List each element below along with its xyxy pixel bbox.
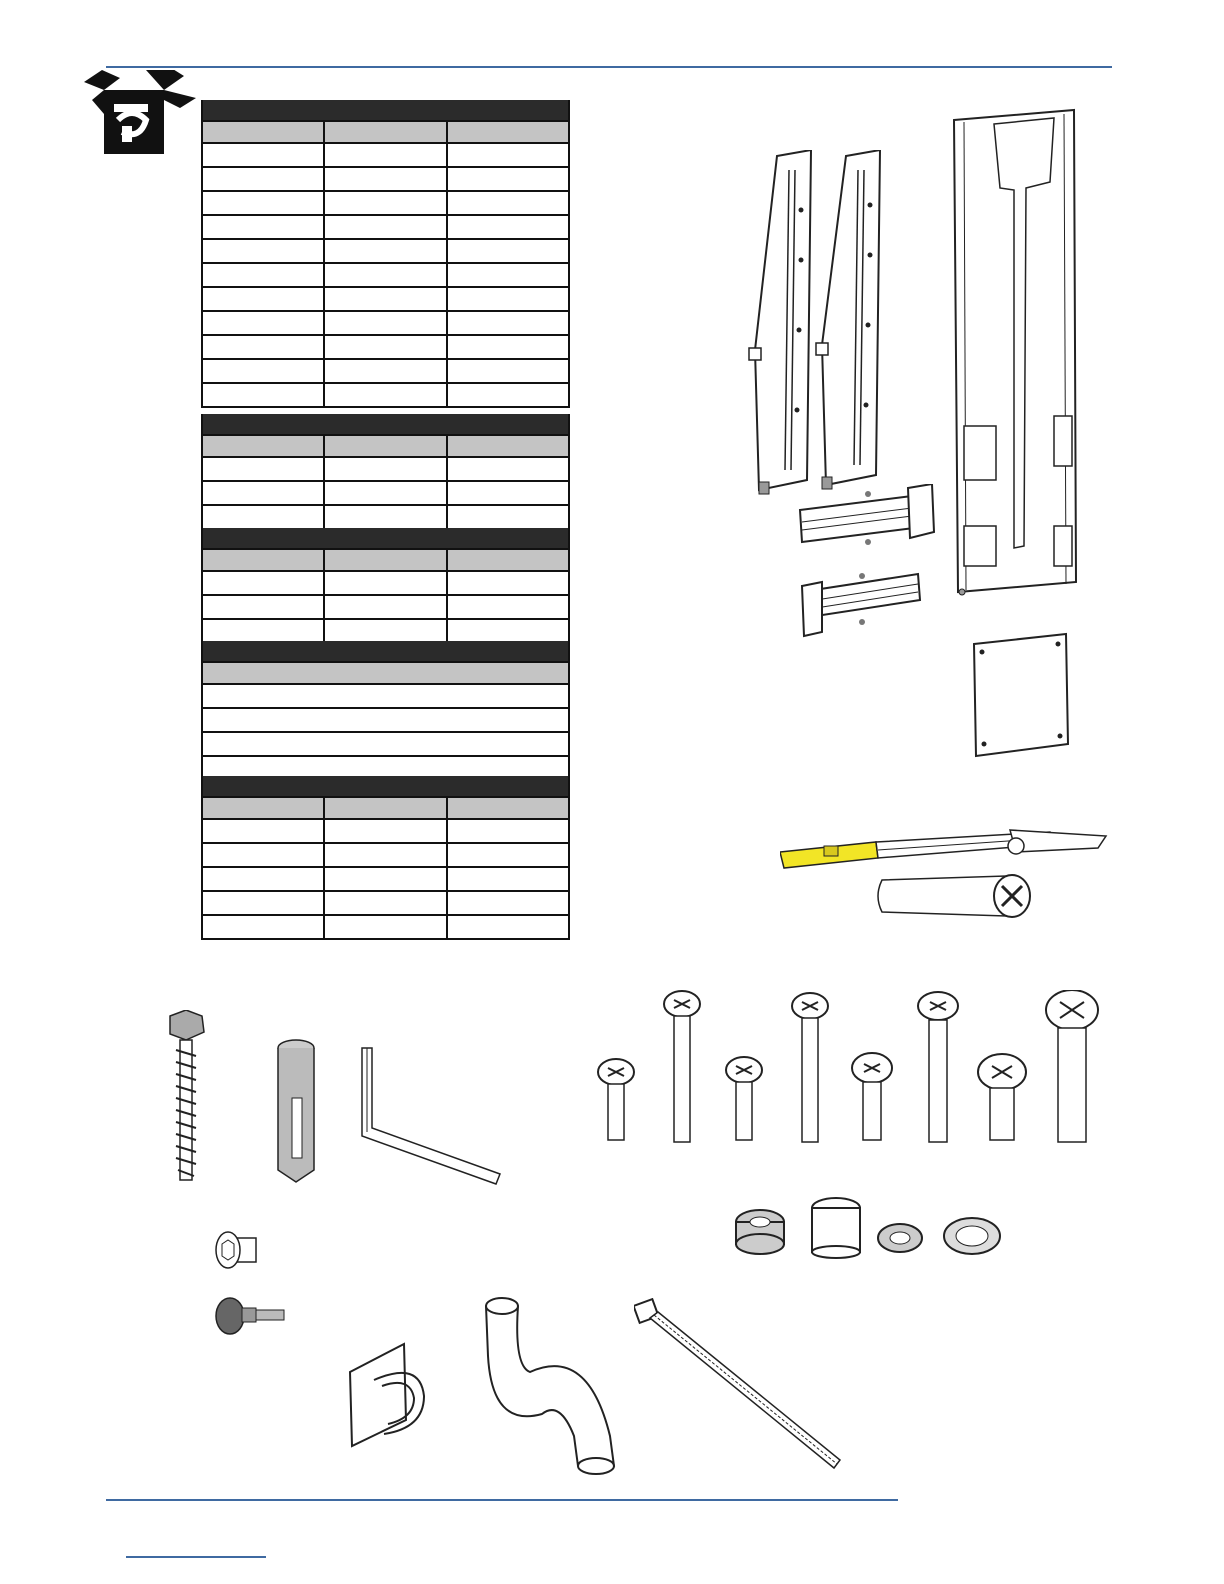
- wall-plate-column-illustration: [950, 106, 1080, 598]
- horizontal-bracket-lower-illustration: [800, 570, 924, 638]
- top-rule: [106, 66, 1112, 68]
- hex-key-illustration: [356, 1044, 506, 1186]
- vertical-bracket-right-illustration: [812, 150, 884, 495]
- cover-plate-illustration: [970, 632, 1070, 758]
- parts-table-1: [201, 100, 570, 408]
- lag-bolt-illustration: [164, 1010, 210, 1188]
- parts-table-5: [201, 776, 570, 940]
- bottom-rule: [106, 1499, 898, 1501]
- vertical-bracket-left-illustration: [745, 150, 815, 500]
- wall-anchor-illustration: [270, 1038, 322, 1184]
- cable-sleeve-illustration: [480, 1296, 620, 1476]
- open-box-icon: [84, 70, 196, 156]
- dowel-illustration: [874, 872, 1036, 920]
- horizontal-bracket-upper-illustration: [796, 484, 938, 548]
- footer-link-underline: [126, 1556, 266, 1558]
- socket-screw-illustration: [212, 1228, 262, 1270]
- cable-tie-illustration: [634, 1298, 844, 1472]
- parts-table-2: [201, 414, 570, 530]
- cable-clip-illustration: [344, 1340, 440, 1450]
- thumb-screw-illustration: [212, 1296, 288, 1340]
- parts-table-4: [201, 641, 570, 781]
- level-tool-illustration: [780, 826, 1110, 876]
- machine-screw-set-illustration: [592, 990, 1100, 1146]
- spacer-set-illustration: [734, 1196, 1004, 1260]
- parts-table-3: [201, 528, 570, 644]
